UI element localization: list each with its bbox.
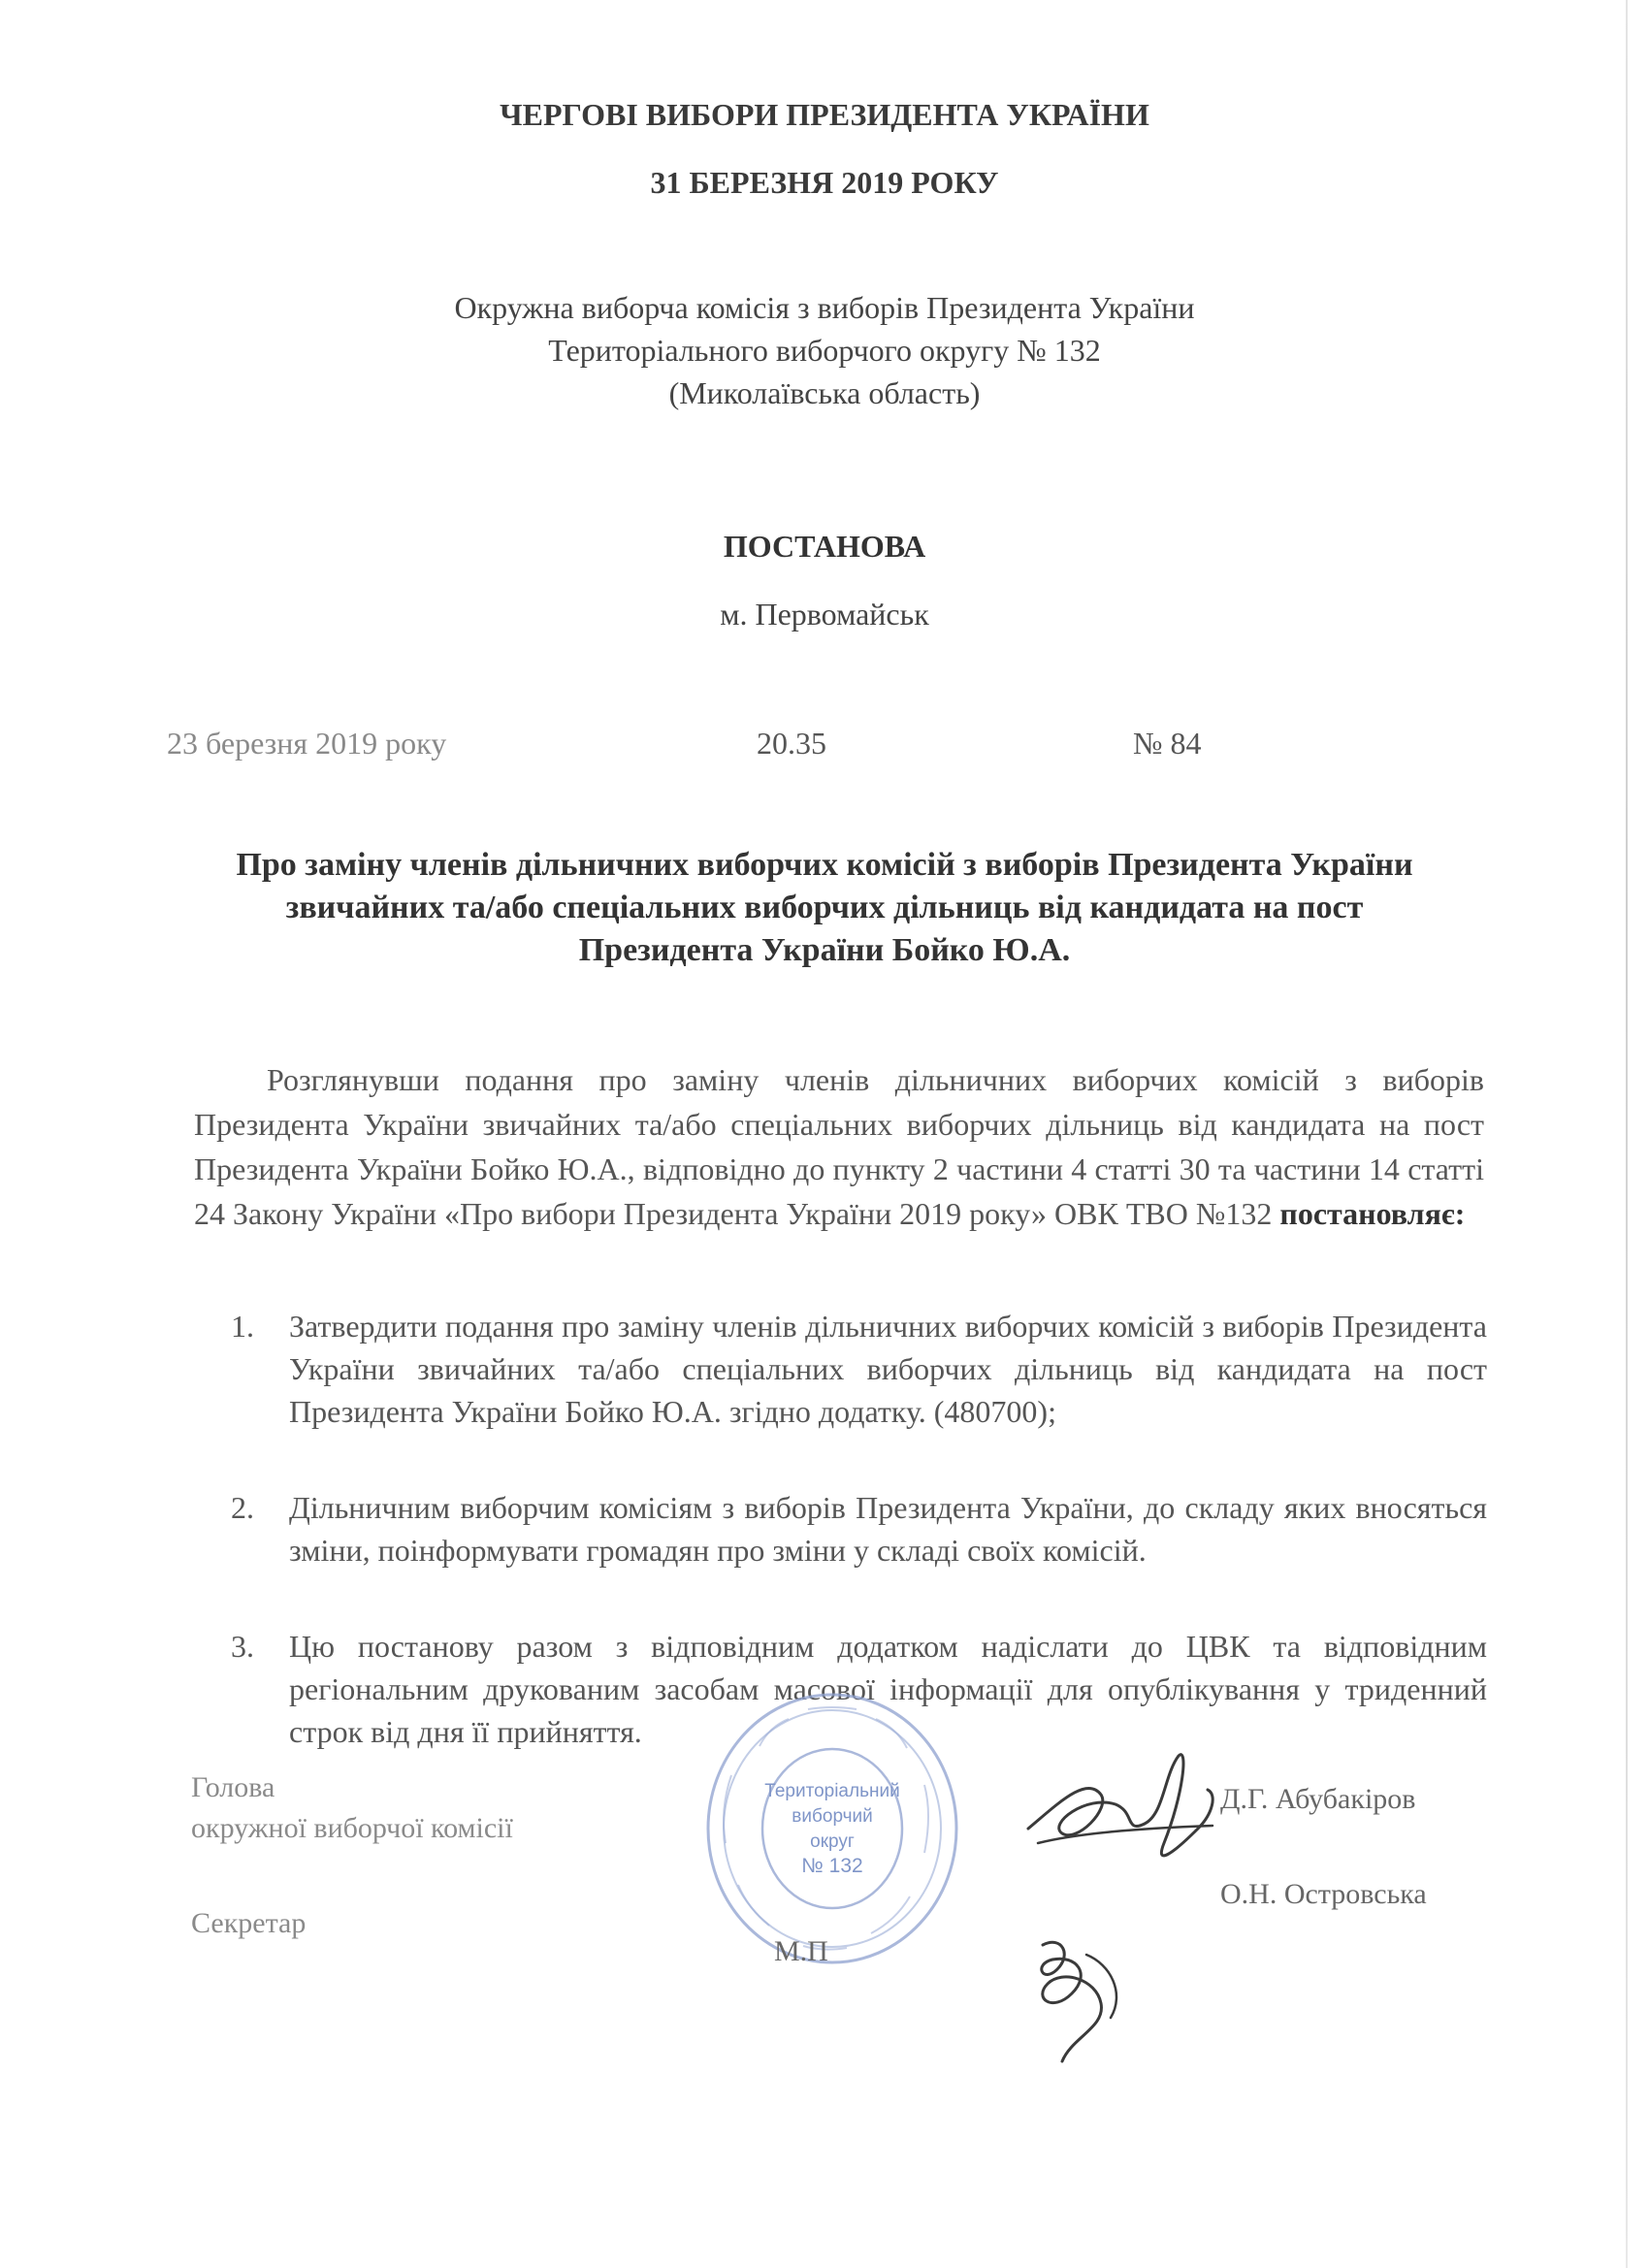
item-number: 3.: [231, 1629, 254, 1664]
commission-name: Окружна виборча комісія з виборів Президента України: [454, 290, 1195, 325]
intro-text: Розглянувши подання про заміну членів дільничних виборчих комісій з виборів Президента України звичайних та/або спеціальних виборчих дільниць від кандидата на пост Президента України Бойко Ю.А., відповідно до пункту 2 частини 4 статті 30 та частини 14 статті 24 Закону України «Про вибори Президента України 2019 року» ОВК ТВО №132: [194, 1062, 1484, 1231]
document-time: 20.35: [757, 726, 826, 761]
election-date: 31 БЕРЕЗНЯ 2019 РОКУ: [650, 165, 999, 200]
seal-text-line: № 132: [801, 1855, 863, 1877]
seal-text-line: округ: [810, 1831, 855, 1852]
intro-paragraph: [194, 1057, 1484, 1236]
item-text: Дільничним виборчим комісіям з виборів Президента України, до складу яких вносяться зміни, поінформувати громадян про зміни у складі своїх комісій.: [289, 1490, 1487, 1568]
document-number: № 84: [1133, 726, 1202, 761]
head-signature: [1018, 1736, 1232, 1882]
intro-decision-word: постановляє:: [1279, 1196, 1466, 1231]
document-date: 23 березня 2019 року: [167, 726, 447, 761]
item-number: 1.: [231, 1309, 254, 1344]
subject-line-1: Про заміну членів дільничних виборчих комісій з виборів Президента України: [236, 847, 1413, 883]
subject-line-3: Президента України Бойко Ю.А.: [578, 932, 1071, 968]
document-city: м. Первомайськ: [720, 597, 929, 632]
seal-text-line: Територіальний: [764, 1781, 900, 1801]
resolution-item: [221, 1305, 1487, 1433]
seal-text-line: виборчий: [792, 1806, 873, 1827]
item-text: Затвердити подання про заміну членів дільничних виборчих комісій з виборів Президента України звичайних та/або спеціальних виборчих дільниць від кандидата на пост Президента України Бойко Ю.А. згідно додатку. (480700);: [289, 1309, 1487, 1429]
head-name: Д.Г. Абубакіров: [1220, 1783, 1416, 1815]
item-text: Цю постанову разом з відповідним додатком надіслати до ЦВК та відповідним регіональним друкованим засобам масової інформації для опублікування у триденний строк від дня її прийняття.: [289, 1629, 1487, 1749]
secretary-signature: [1004, 1926, 1149, 2071]
secretary-name: О.Н. Островська: [1220, 1878, 1427, 1910]
seal-place-label: М.П: [774, 1935, 828, 1967]
election-title: ЧЕРГОВІ ВИБОРИ ПРЕЗИДЕНТА УКРАЇНИ: [500, 97, 1149, 132]
head-label-commission: окружної виборчої комісії: [191, 1812, 513, 1844]
item-number: 2.: [231, 1490, 254, 1525]
document-subject: [0, 844, 1649, 972]
official-seal: [701, 1688, 963, 1969]
secretary-label: Секретар: [191, 1907, 307, 1939]
head-label: Голова: [191, 1771, 275, 1803]
subject-line-2: звичайних та/або спеціальних виборчих дільниць від кандидата на пост: [285, 890, 1364, 925]
document-type: ПОСТАНОВА: [723, 529, 926, 564]
commission-district: Територіального виборчого округу № 132: [548, 333, 1101, 368]
commission-region: (Миколаївська область): [668, 375, 981, 410]
resolution-item: [221, 1486, 1487, 1571]
